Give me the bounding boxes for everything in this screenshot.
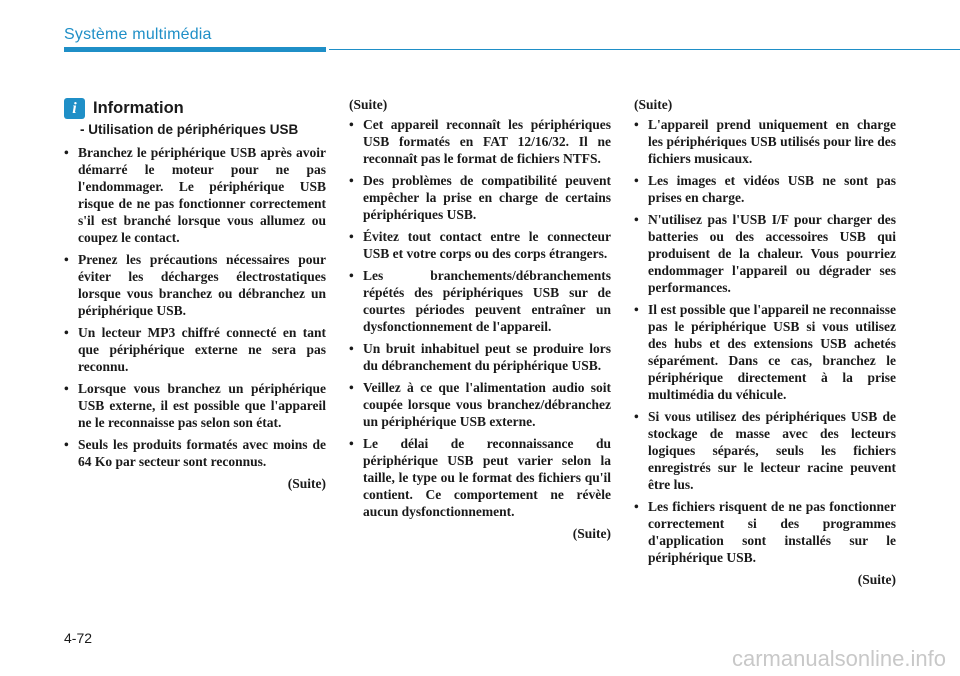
info-icon: i <box>64 98 85 119</box>
section-title: Système multimédia <box>64 26 212 43</box>
bullet-item: • Seuls les produits formatés avec moins de 64 Ko par secteur sont reconnus. <box>64 436 326 470</box>
continued-label: (Suite) <box>857 572 896 587</box>
info-heading <box>64 98 326 119</box>
bullet-item: • Prenez les précautions nécessaires pour éviter les décharges électrostatiques lorsque vous branchez ou débranchez un périphérique USB. <box>64 251 326 319</box>
continued-top-label: (Suite) <box>349 97 388 112</box>
watermark: carmanualsonline.info <box>731 646 946 671</box>
column-1 <box>64 96 326 492</box>
bullet-list <box>64 144 326 470</box>
continued-label: (Suite) <box>572 526 611 541</box>
header-rule-thin <box>329 49 960 50</box>
bullet-item: • Cet appareil reconnaît les périphériques USB formatés en FAT 12/16/32. Il ne reconnaît pas le format de fichiers NTFS. <box>349 116 611 167</box>
column-3 <box>634 96 896 588</box>
bullet-item: • Si vous utilisez des périphériques USB de stockage de masse avec des lecteurs logiques séparés, seuls les fichiers enregistrés sur le lecteur racine peuvent être lus. <box>634 408 896 493</box>
info-subtitle: - Utilisation de périphériques USB <box>80 122 299 137</box>
bullet-item: • Lorsque vous branchez un périphérique USB externe, il est possible que l'appareil ne le reconnaisse pas selon son état. <box>64 380 326 431</box>
bullet-item: • Branchez le périphérique USB après avoir démarré le moteur pour ne pas l'endommager. Le périphérique USB risque de ne pas fonctionner correctement s'il est branché lorsque vous allumez ou coupez le contact. <box>64 144 326 246</box>
info-title: Information <box>93 99 184 117</box>
bullet-item: • Il est possible que l'appareil ne reconnaisse pas le périphérique USB si vous utilisez des hubs et des extensions USB achetés séparément. Dans ce cas, branchez le périphérique directement à la prise multimédia du véhicule. <box>634 301 896 403</box>
bullet-item: • Les images et vidéos USB ne sont pas prises en charge. <box>634 172 896 206</box>
bullet-item: • N'utilisez pas l'USB I/F pour charger des batteries ou des accessoires USB qui produisent de la chaleur. Vous pourriez endommager l'appareil ou dégrader ses performances. <box>634 211 896 296</box>
bullet-item: • Évitez tout contact entre le connecteur USB et votre corps ou des corps étrangers. <box>349 228 611 262</box>
bullet-item: • Veillez à ce que l'alimentation audio soit coupée lorsque vous branchez/débranchez un périphérique USB externe. <box>349 379 611 430</box>
bullet-item: • Les branchements/débranchements répétés des périphériques USB sur de courtes périodes peuvent entraîner un dysfonctionnement de l'appareil. <box>349 267 611 335</box>
continued-top-label: (Suite) <box>634 97 673 112</box>
bullet-item: • Le délai de reconnaissance du périphérique USB peut varier selon la taille, le type ou le format des fichiers qu'il contient. Ce comportement ne révèle aucun dysfonctionnement. <box>349 435 611 520</box>
bullet-item: • L'appareil prend uniquement en charge les périphériques USB utilisés pour lire des fichiers musicaux. <box>634 116 896 167</box>
continued-label: (Suite) <box>287 476 326 491</box>
page-number: 4-72 <box>64 630 93 646</box>
header-rule-thick <box>64 47 326 52</box>
bullet-item: • Un lecteur MP3 chiffré connecté en tant que périphérique externe ne sera pas reconnu. <box>64 324 326 375</box>
bullet-list <box>634 116 896 566</box>
bullet-item: • Un bruit inhabituel peut se produire lors du débranchement du périphérique USB. <box>349 340 611 374</box>
column-2 <box>349 96 611 542</box>
bullet-list <box>349 116 611 520</box>
bullet-item: • Des problèmes de compatibilité peuvent empêcher la prise en charge de certains périphériques USB. <box>349 172 611 223</box>
bullet-item: • Les fichiers risquent de ne pas fonctionner correctement si des programmes d'application sont installés sur le périphérique USB. <box>634 498 896 566</box>
